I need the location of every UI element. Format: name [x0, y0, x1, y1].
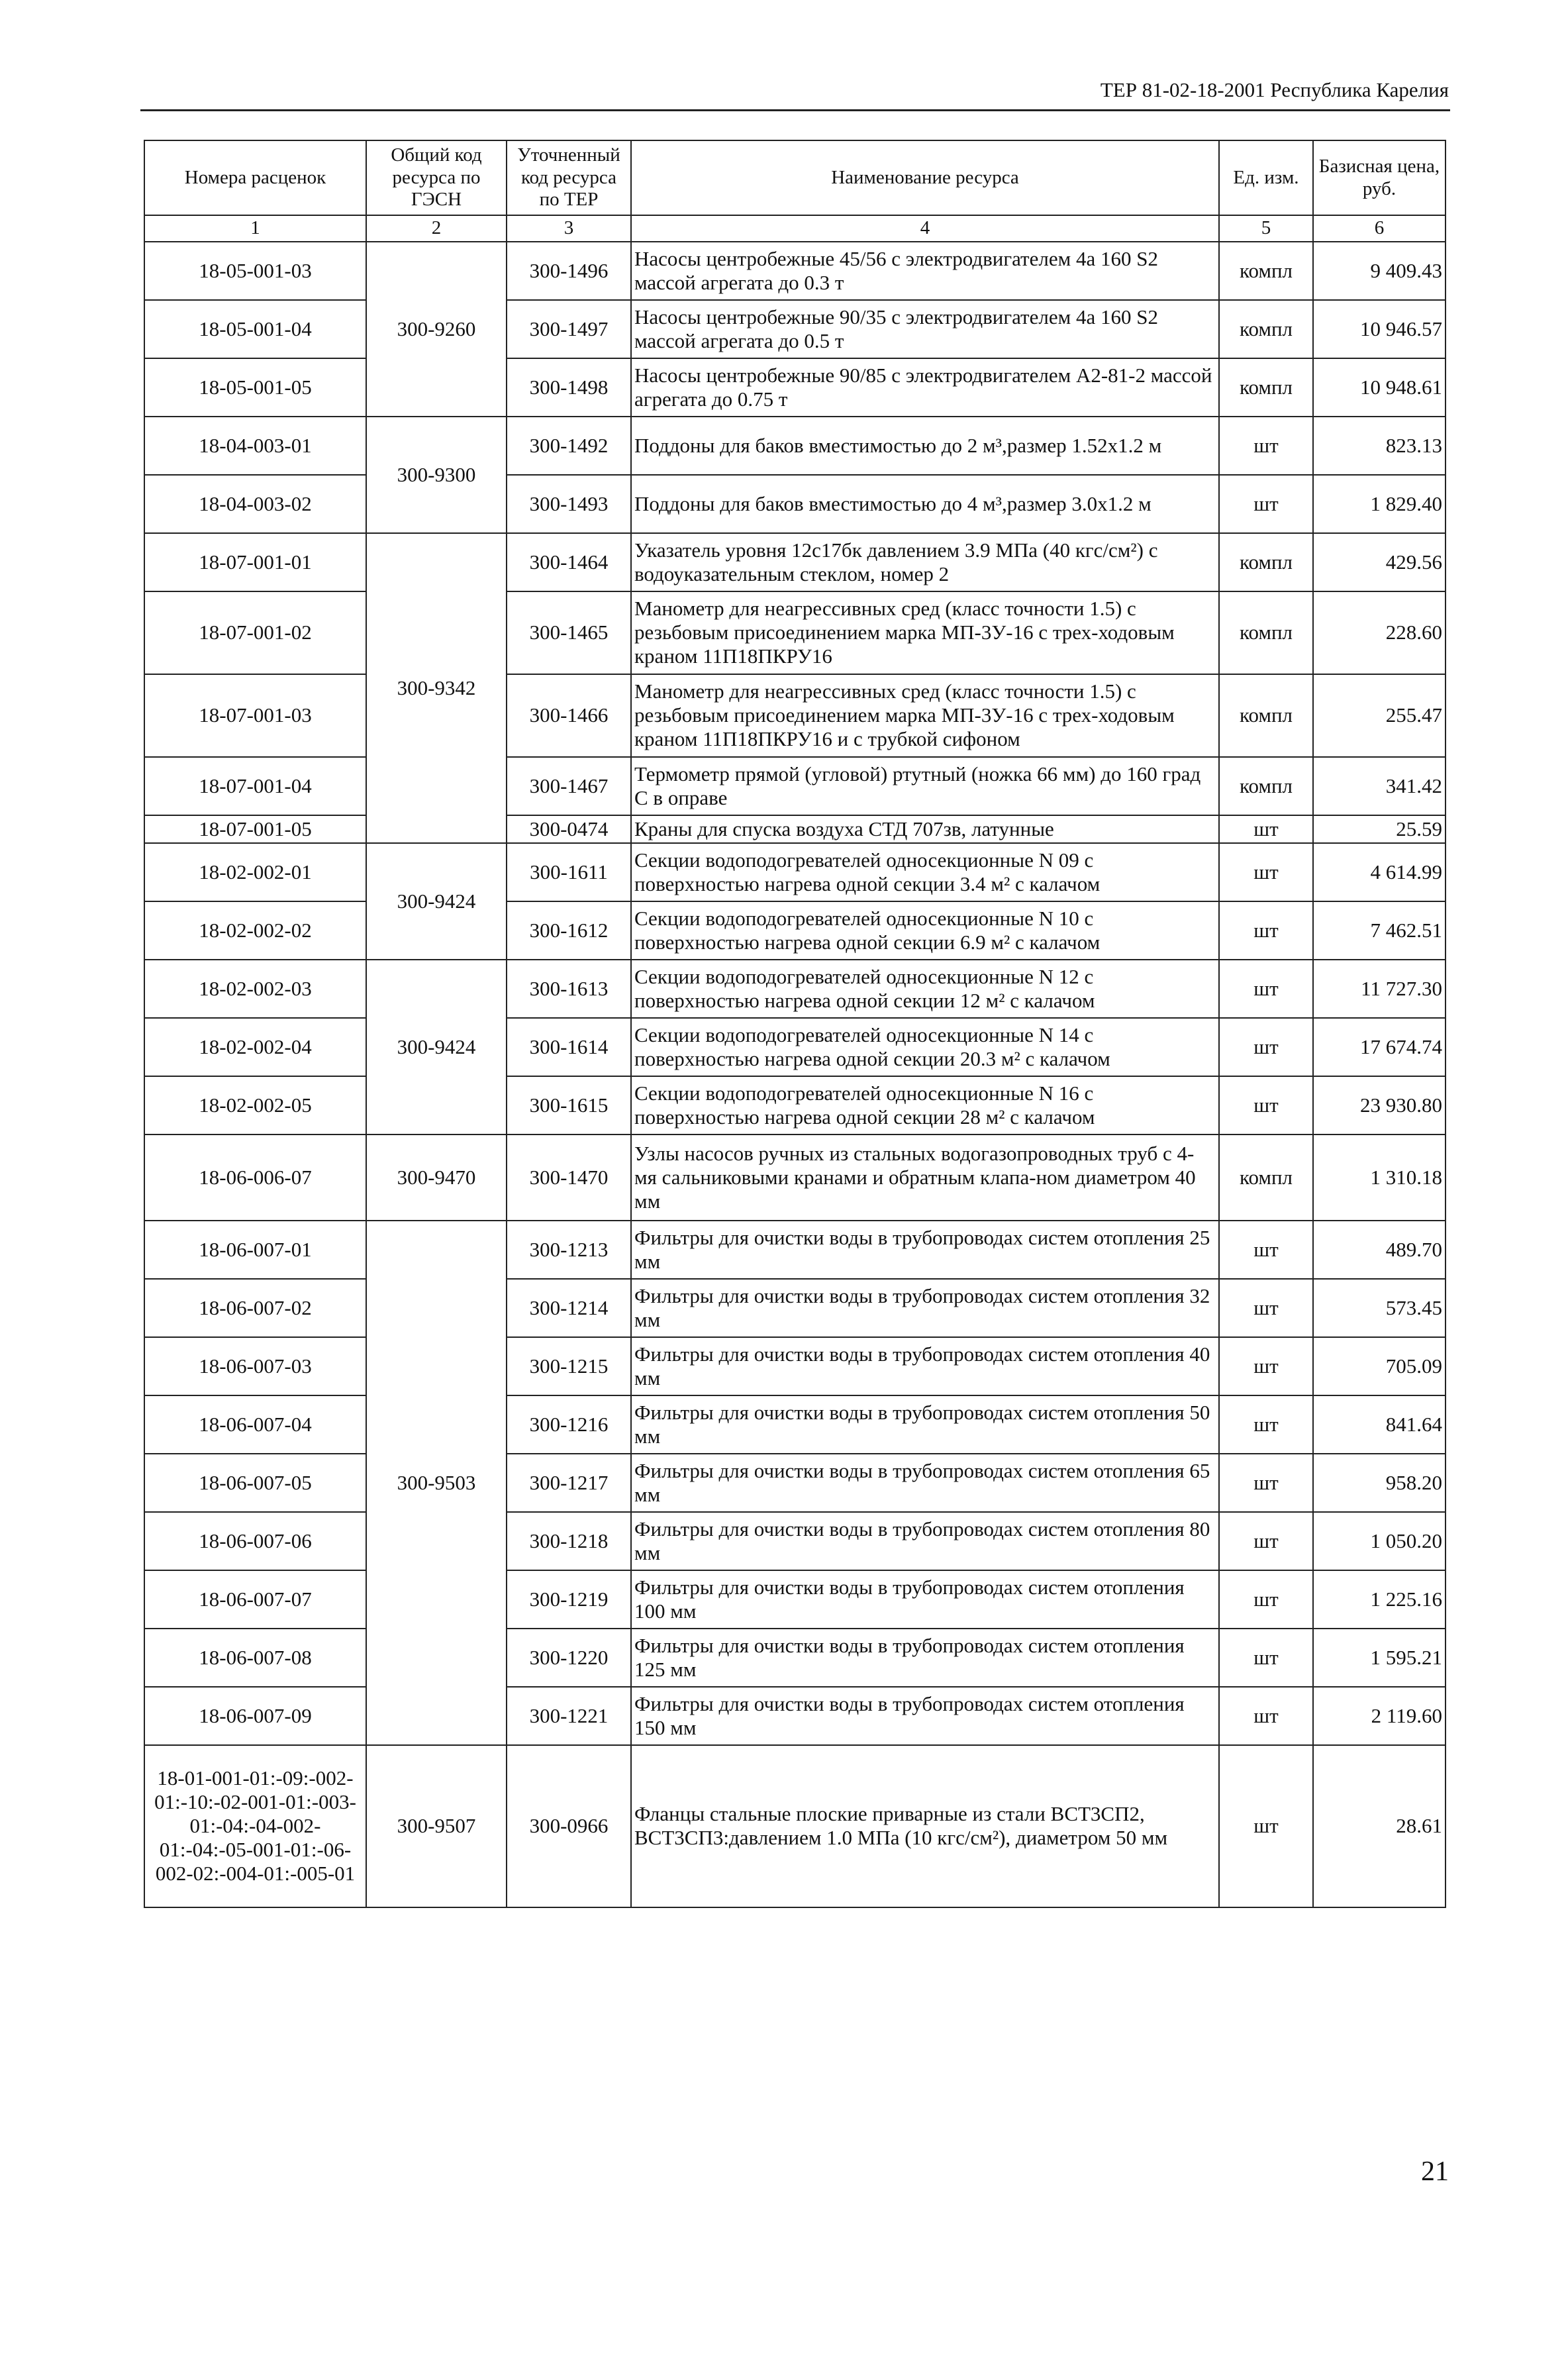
price: 489.70 [1313, 1221, 1446, 1279]
gesn-code: 300-9300 [366, 417, 507, 533]
resource-name: Секции водоподогревателей односекционные N 12 с поверхностью нагрева одной секции 12 м² с калачом [631, 960, 1219, 1018]
column-number: 1 [144, 215, 366, 242]
unit: шт [1219, 1454, 1313, 1512]
gesn-code: 300-9260 [366, 242, 507, 417]
table-row [144, 1221, 1446, 1279]
gesn-code: 300-9470 [366, 1134, 507, 1221]
resource-name: Секции водоподогревателей односекционные N 09 с поверхностью нагрева одной секции 3.4 м² с калачом [631, 843, 1219, 901]
price: 10 948.61 [1313, 358, 1446, 417]
table-row [144, 1279, 1446, 1337]
gesn-code: 300-9424 [366, 960, 507, 1134]
table-row [144, 1629, 1446, 1687]
column-header: Ед. изм. [1219, 140, 1313, 215]
unit: шт [1219, 1018, 1313, 1076]
unit: шт [1219, 960, 1313, 1018]
table-row [144, 358, 1446, 417]
table-row [144, 1018, 1446, 1076]
table-row [144, 300, 1446, 358]
ter-code: 300-1464 [507, 533, 631, 591]
ter-code: 300-1215 [507, 1337, 631, 1395]
price: 705.09 [1313, 1337, 1446, 1395]
rate-number: 18-02-002-02 [144, 901, 366, 960]
resource-name: Насосы центробежные 45/56 с электродвигателем 4а 160 S2 массой агрегата до 0.3 т [631, 242, 1219, 300]
rate-number: 18-05-001-03 [144, 242, 366, 300]
table-row [144, 591, 1446, 674]
rate-number: 18-01-001-01:-09:-002-01:-10:-02-001-01:-003-01:-04:-04-002-01:-04:-05-001-01:-06-002-02:-004-01:-005-01 [144, 1745, 366, 1907]
unit: шт [1219, 1570, 1313, 1629]
rate-number: 18-04-003-01 [144, 417, 366, 475]
price: 7 462.51 [1313, 901, 1446, 960]
table-row [144, 843, 1446, 901]
rate-number: 18-05-001-05 [144, 358, 366, 417]
ter-code: 300-1611 [507, 843, 631, 901]
table-row [144, 533, 1446, 591]
table-row [144, 901, 1446, 960]
table-row [144, 242, 1446, 300]
ter-code: 300-1496 [507, 242, 631, 300]
ter-code: 300-1221 [507, 1687, 631, 1745]
unit: компл [1219, 300, 1313, 358]
gesn-code: 300-9507 [366, 1745, 507, 1907]
rate-number: 18-06-007-09 [144, 1687, 366, 1745]
unit: компл [1219, 242, 1313, 300]
ter-code: 300-1493 [507, 475, 631, 533]
price: 1 310.18 [1313, 1134, 1446, 1221]
rate-number: 18-05-001-04 [144, 300, 366, 358]
resource-name: Фильтры для очистки воды в трубопроводах систем отопления 80 мм [631, 1512, 1219, 1570]
ter-code: 300-1465 [507, 591, 631, 674]
price: 1 595.21 [1313, 1629, 1446, 1687]
resource-name: Фланцы стальные плоские приварные из стали ВСТ3СП2, ВСТ3СП3:давлением 1.0 МПа (10 кгс/см²), диаметром 50 мм [631, 1745, 1219, 1907]
rate-number: 18-02-002-01 [144, 843, 366, 901]
rate-number: 18-06-007-05 [144, 1454, 366, 1512]
price: 11 727.30 [1313, 960, 1446, 1018]
price: 841.64 [1313, 1395, 1446, 1454]
resource-name: Фильтры для очистки воды в трубопроводах систем отопления 65 мм [631, 1454, 1219, 1512]
price: 1 050.20 [1313, 1512, 1446, 1570]
price: 4 614.99 [1313, 843, 1446, 901]
column-number-row [144, 215, 1446, 242]
gesn-code: 300-9424 [366, 843, 507, 960]
rate-number: 18-06-007-01 [144, 1221, 366, 1279]
price: 25.59 [1313, 815, 1446, 843]
table-row [144, 1076, 1446, 1134]
resource-name: Фильтры для очистки воды в трубопроводах систем отопления 32 мм [631, 1279, 1219, 1337]
unit: шт [1219, 1687, 1313, 1745]
column-header: Базисная цена, руб. [1313, 140, 1446, 215]
table-row [144, 1570, 1446, 1629]
unit: шт [1219, 1512, 1313, 1570]
price: 9 409.43 [1313, 242, 1446, 300]
rate-number: 18-07-001-01 [144, 533, 366, 591]
column-number: 3 [507, 215, 631, 242]
column-header: Уточненный код ресурса по ТЕР [507, 140, 631, 215]
resource-name: Указатель уровня 12с17бк давлением 3.9 МПа (40 кгс/см²) с водоуказательным стеклом, номер 2 [631, 533, 1219, 591]
resource-name: Поддоны для баков вместимостью до 4 м³,размер 3.0х1.2 м [631, 475, 1219, 533]
price: 28.61 [1313, 1745, 1446, 1907]
ter-code: 300-1492 [507, 417, 631, 475]
unit: шт [1219, 475, 1313, 533]
unit: шт [1219, 901, 1313, 960]
table-row [144, 1512, 1446, 1570]
unit: шт [1219, 1337, 1313, 1395]
unit: компл [1219, 358, 1313, 417]
price: 10 946.57 [1313, 300, 1446, 358]
price: 429.56 [1313, 533, 1446, 591]
table-row [144, 1395, 1446, 1454]
column-number: 6 [1313, 215, 1446, 242]
rate-number: 18-04-003-02 [144, 475, 366, 533]
ter-code: 300-1216 [507, 1395, 631, 1454]
document-header: ТЕР 81-02-18-2001 Республика Карелия [1100, 78, 1449, 101]
column-header: Номера расценок [144, 140, 366, 215]
gesn-code: 300-9503 [366, 1221, 507, 1745]
table-row [144, 1337, 1446, 1395]
rate-number: 18-07-001-04 [144, 757, 366, 815]
price: 255.47 [1313, 674, 1446, 757]
resource-name: Узлы насосов ручных из стальных водогазопроводных труб с 4-мя сальниковыми кранами и обратным клапа-ном диаметром 40 мм [631, 1134, 1219, 1221]
price: 17 674.74 [1313, 1018, 1446, 1076]
column-number: 2 [366, 215, 507, 242]
resource-name: Манометр для неагрессивных сред (класс точности 1.5) с резьбовым присоединением марка МП-3У-16 с трех-ходовым краном 11П18ПКРУ16 [631, 591, 1219, 674]
gesn-code: 300-9342 [366, 533, 507, 843]
rate-number: 18-02-002-05 [144, 1076, 366, 1134]
unit: шт [1219, 1279, 1313, 1337]
table-row [144, 757, 1446, 815]
ter-code: 300-1615 [507, 1076, 631, 1134]
rate-number: 18-06-007-06 [144, 1512, 366, 1570]
ter-code: 300-0966 [507, 1745, 631, 1907]
resource-name: Манометр для неагрессивных сред (класс точности 1.5) с резьбовым присоединением марка МП-3У-16 с трех-ходовым краном 11П18ПКРУ16 и с трубкой сифоном [631, 674, 1219, 757]
ter-code: 300-1467 [507, 757, 631, 815]
table-row [144, 1687, 1446, 1745]
column-number: 4 [631, 215, 1219, 242]
resource-name: Поддоны для баков вместимостью до 2 м³,размер 1.52х1.2 м [631, 417, 1219, 475]
rate-number: 18-06-007-04 [144, 1395, 366, 1454]
price: 228.60 [1313, 591, 1446, 674]
resource-name: Фильтры для очистки воды в трубопроводах систем отопления 150 мм [631, 1687, 1219, 1745]
table-row [144, 1454, 1446, 1512]
price: 2 119.60 [1313, 1687, 1446, 1745]
resource-name: Фильтры для очистки воды в трубопроводах систем отопления 40 мм [631, 1337, 1219, 1395]
resource-name: Краны для спуска воздуха СТД 707зв, латунные [631, 815, 1219, 843]
table-header-row [144, 140, 1446, 215]
ter-code: 300-1470 [507, 1134, 631, 1221]
rate-number: 18-06-007-08 [144, 1629, 366, 1687]
price: 573.45 [1313, 1279, 1446, 1337]
ter-code: 300-1498 [507, 358, 631, 417]
column-header: Наименование ресурса [631, 140, 1219, 215]
rate-number: 18-02-002-04 [144, 1018, 366, 1076]
unit: шт [1219, 1395, 1313, 1454]
price: 958.20 [1313, 1454, 1446, 1512]
unit: шт [1219, 1076, 1313, 1134]
unit: компл [1219, 1134, 1313, 1221]
unit: шт [1219, 417, 1313, 475]
ter-code: 300-1613 [507, 960, 631, 1018]
table-row [144, 815, 1446, 843]
rate-number: 18-02-002-03 [144, 960, 366, 1018]
unit: компл [1219, 674, 1313, 757]
resource-name: Секции водоподогревателей односекционные N 10 с поверхностью нагрева одной секции 6.9 м² с калачом [631, 901, 1219, 960]
unit: шт [1219, 815, 1313, 843]
rate-number: 18-06-007-02 [144, 1279, 366, 1337]
resource-name: Фильтры для очистки воды в трубопроводах систем отопления 25 мм [631, 1221, 1219, 1279]
rate-number: 18-07-001-03 [144, 674, 366, 757]
ter-code: 300-1612 [507, 901, 631, 960]
price: 823.13 [1313, 417, 1446, 475]
rate-number: 18-07-001-05 [144, 815, 366, 843]
resource-name: Термометр прямой (угловой) ртутный (ножка 66 мм) до 160 град С в оправе [631, 757, 1219, 815]
resource-name: Насосы центробежные 90/35 с электродвигателем 4а 160 S2 массой агрегата до 0.5 т [631, 300, 1219, 358]
table-row [144, 1745, 1446, 1907]
unit: компл [1219, 757, 1313, 815]
price: 341.42 [1313, 757, 1446, 815]
ter-code: 300-1217 [507, 1454, 631, 1512]
rate-number: 18-06-007-07 [144, 1570, 366, 1629]
rate-number: 18-06-006-07 [144, 1134, 366, 1221]
table-row [144, 475, 1446, 533]
resource-name: Фильтры для очистки воды в трубопроводах систем отопления 100 мм [631, 1570, 1219, 1629]
ter-code: 300-1614 [507, 1018, 631, 1076]
ter-code: 300-1497 [507, 300, 631, 358]
ter-code: 300-1213 [507, 1221, 631, 1279]
table-row [144, 960, 1446, 1018]
unit: шт [1219, 843, 1313, 901]
column-header: Общий код ресурса по ГЭСН [366, 140, 507, 215]
resource-name: Секции водоподогревателей односекционные N 14 с поверхностью нагрева одной секции 20.3 м² с калачом [631, 1018, 1219, 1076]
page-number: 21 [1421, 2156, 1449, 2187]
ter-code: 300-1214 [507, 1279, 631, 1337]
rate-number: 18-07-001-02 [144, 591, 366, 674]
unit: шт [1219, 1221, 1313, 1279]
table-row [144, 417, 1446, 475]
table-row [144, 1134, 1446, 1221]
resource-name: Фильтры для очистки воды в трубопроводах систем отопления 125 мм [631, 1629, 1219, 1687]
ter-code: 300-0474 [507, 815, 631, 843]
table-row [144, 674, 1446, 757]
price: 1 829.40 [1313, 475, 1446, 533]
ter-code: 300-1220 [507, 1629, 631, 1687]
ter-code: 300-1466 [507, 674, 631, 757]
unit: компл [1219, 591, 1313, 674]
resource-price-table [144, 140, 1446, 1908]
column-number: 5 [1219, 215, 1313, 242]
header-rule [140, 109, 1450, 111]
unit: компл [1219, 533, 1313, 591]
resource-name: Насосы центробежные 90/85 с электродвигателем А2-81-2 массой агрегата до 0.75 т [631, 358, 1219, 417]
resource-name: Фильтры для очистки воды в трубопроводах систем отопления 50 мм [631, 1395, 1219, 1454]
price: 1 225.16 [1313, 1570, 1446, 1629]
price: 23 930.80 [1313, 1076, 1446, 1134]
unit: шт [1219, 1745, 1313, 1907]
ter-code: 300-1218 [507, 1512, 631, 1570]
ter-code: 300-1219 [507, 1570, 631, 1629]
resource-name: Секции водоподогревателей односекционные N 16 с поверхностью нагрева одной секции 28 м² с калачом [631, 1076, 1219, 1134]
rate-number: 18-06-007-03 [144, 1337, 366, 1395]
unit: шт [1219, 1629, 1313, 1687]
